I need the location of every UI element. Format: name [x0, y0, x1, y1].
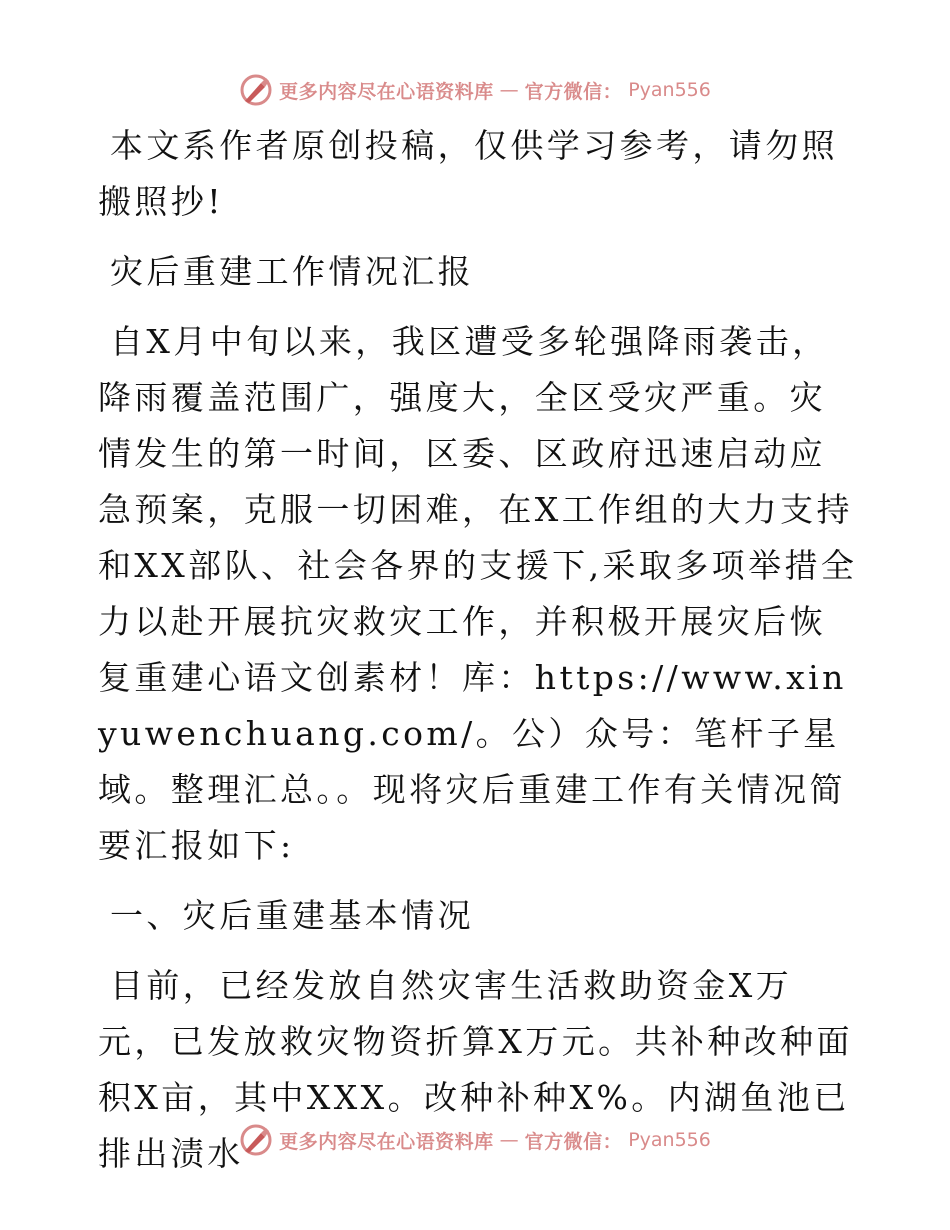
- watermark-site-text: 更多内容尽在心语资料库: [279, 80, 494, 103]
- document-title: 灾后重建工作情况汇报: [110, 252, 474, 291]
- watermark-separator: —: [499, 1129, 519, 1151]
- intro-paragraph: 自X月中旬以来，我区遭受多轮强降雨袭击，降雨覆盖范围广，强度大，全区受灾严重。灾情发生的第一时间，区委、区政府迅速启动应急预案，克服一切困难，在X工作组的大力支持和XX部队、社会各界的支援下,采取多项举措全力以赴开展抗灾救灾工作，并积极开展灾后恢复重建心语文创素材！库：https://www.xinyuwenchuang.com/。公）众号：笔杆子星域。整理汇总。。现将灾后重建工作有关情况简要汇报如下:: [98, 322, 858, 865]
- watermark-account: Pyan556: [628, 79, 711, 101]
- section-heading: 一、灾后重建基本情况: [110, 896, 474, 935]
- section-paragraph: 目前，已经发放自然灾害生活救助资金X万元，已发放救灾物资折算X万元。共补种改种面积X亩，其中XXX。改种补种X%。内湖鱼池已排出渍水: [98, 966, 853, 1173]
- watermark-wechat-label: 官方微信：: [524, 1130, 623, 1153]
- footer-watermark: [0, 1120, 950, 1160]
- document-body: [98, 118, 858, 1196]
- watermark-site-text: 更多内容尽在心语资料库: [279, 1130, 494, 1153]
- pen-logo-icon: [239, 73, 273, 107]
- copyright-notice: 本文系作者原创投稿，仅供学习参考，请勿照搬照抄!: [98, 126, 838, 221]
- pen-logo-icon: [239, 1123, 273, 1157]
- watermark-account: Pyan556: [628, 1129, 711, 1151]
- watermark-separator: —: [499, 79, 519, 101]
- watermark-wechat-label: 官方微信：: [524, 80, 623, 103]
- header-watermark: [0, 70, 950, 110]
